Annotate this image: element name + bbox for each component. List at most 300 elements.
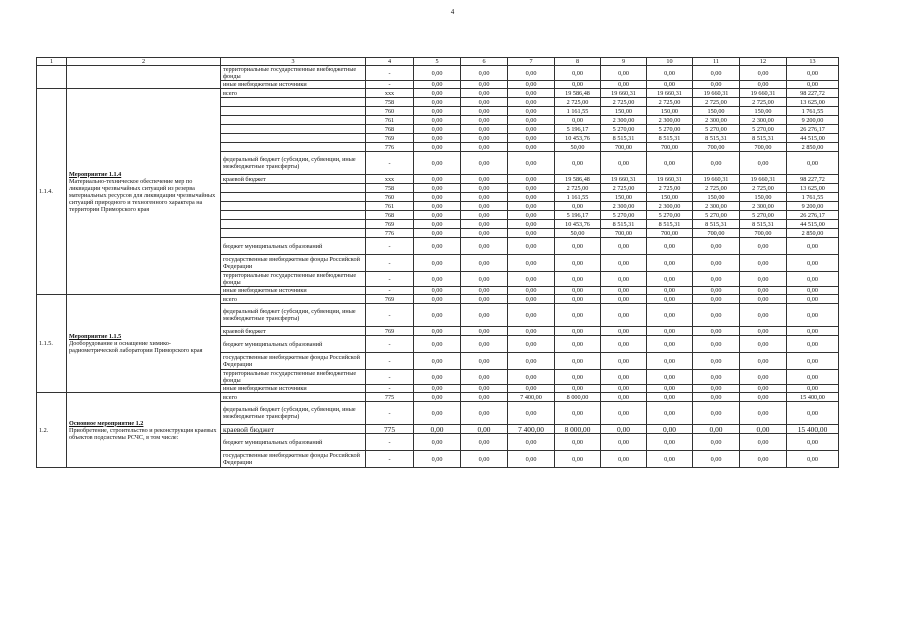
value-cell: 0,00 (693, 255, 740, 272)
value-cell: 0,00 (647, 434, 693, 451)
value-cell: 0,00 (414, 451, 461, 468)
value-cell: 0,00 (693, 451, 740, 468)
value-cell: 0,00 (555, 370, 601, 385)
funding-source (221, 202, 366, 211)
value-cell: 0,00 (787, 402, 839, 425)
funding-source: территориальные государственные внебюджетные фонды (221, 272, 366, 287)
table-row (37, 295, 839, 304)
value-cell: 0,00 (414, 81, 461, 89)
value-cell: 0,00 (508, 116, 555, 125)
value-cell: 700,00 (693, 229, 740, 238)
value-cell: 50,00 (555, 143, 601, 152)
value-cell: 0,00 (787, 385, 839, 393)
value-cell: 0,00 (740, 304, 787, 327)
budget-code: - (366, 370, 414, 385)
value-cell: 0,00 (414, 184, 461, 193)
value-cell: 1 761,55 (787, 107, 839, 116)
value-cell: 0,00 (647, 238, 693, 255)
value-cell: 0,00 (740, 451, 787, 468)
value-cell: 2 725,00 (740, 98, 787, 107)
value-cell: 150,00 (740, 107, 787, 116)
value-cell: 0,00 (555, 353, 601, 370)
value-cell: 0,00 (647, 295, 693, 304)
header-cell: 2 (67, 58, 221, 66)
value-cell: 0,00 (461, 107, 508, 116)
value-cell: 0,00 (508, 295, 555, 304)
value-cell: 0,00 (414, 353, 461, 370)
value-cell: 0,00 (461, 220, 508, 229)
value-cell: 0,00 (461, 211, 508, 220)
funding-source (221, 184, 366, 193)
table-row (37, 393, 839, 402)
measure-subtitle: Дооборудование и оснащение химико-радиометрической лаборатории Приморского края (69, 340, 203, 354)
value-cell: 0,00 (601, 238, 647, 255)
value-cell: 0,00 (647, 336, 693, 353)
funding-source: краевой бюджет (221, 175, 366, 184)
value-cell: 0,00 (740, 393, 787, 402)
value-cell: 2 725,00 (693, 184, 740, 193)
value-cell: 5 270,00 (647, 211, 693, 220)
funding-source (221, 107, 366, 116)
value-cell: 0,00 (414, 229, 461, 238)
value-cell: 0,00 (461, 125, 508, 134)
funding-source: краевой бюджет (221, 425, 366, 434)
budget-code: 769 (366, 220, 414, 229)
value-cell: 19 660,31 (693, 89, 740, 98)
value-cell: 2 300,00 (647, 202, 693, 211)
funding-source: государственные внебюджетные фонды Российской Федерации (221, 451, 366, 468)
value-cell: 7 400,00 (508, 393, 555, 402)
funding-source: всего (221, 393, 366, 402)
value-cell: 0,00 (647, 304, 693, 327)
funding-source: всего (221, 89, 366, 98)
value-cell: 7 400,00 (508, 425, 555, 434)
value-cell: 0,00 (693, 81, 740, 89)
value-cell: 0,00 (601, 385, 647, 393)
value-cell: 0,00 (508, 134, 555, 143)
measure-description (67, 393, 221, 468)
value-cell: 0,00 (461, 402, 508, 425)
value-cell: 0,00 (414, 287, 461, 295)
value-cell: 0,00 (787, 304, 839, 327)
value-cell: 0,00 (740, 238, 787, 255)
funding-source (221, 116, 366, 125)
value-cell: 2 725,00 (601, 98, 647, 107)
measure-description (67, 89, 221, 295)
value-cell: 0,00 (508, 272, 555, 287)
budget-code: 769 (366, 327, 414, 336)
value-cell: 5 270,00 (601, 125, 647, 134)
value-cell: 0,00 (414, 202, 461, 211)
value-cell: 0,00 (508, 98, 555, 107)
value-cell: 0,00 (461, 134, 508, 143)
value-cell: 0,00 (787, 370, 839, 385)
value-cell: 0,00 (647, 287, 693, 295)
value-cell: 19 660,31 (647, 89, 693, 98)
value-cell: 0,00 (555, 385, 601, 393)
value-cell: 5 196,17 (555, 211, 601, 220)
value-cell: 0,00 (693, 295, 740, 304)
budget-code: 768 (366, 211, 414, 220)
value-cell: 0,00 (601, 81, 647, 89)
value-cell: 15 400,00 (787, 393, 839, 402)
value-cell: 0,00 (461, 393, 508, 402)
value-cell: 0,00 (414, 425, 461, 434)
value-cell: 0,00 (647, 393, 693, 402)
value-cell: 19 660,31 (740, 89, 787, 98)
value-cell: 0,00 (555, 81, 601, 89)
value-cell: 0,00 (508, 220, 555, 229)
funding-source: иные внебюджетные источники (221, 385, 366, 393)
budget-code: - (366, 304, 414, 327)
budget-code: 760 (366, 107, 414, 116)
value-cell: 700,00 (740, 229, 787, 238)
value-cell: 700,00 (740, 143, 787, 152)
value-cell: 0,00 (601, 370, 647, 385)
value-cell: 0,00 (601, 66, 647, 81)
value-cell: 0,00 (787, 272, 839, 287)
value-cell: 5 270,00 (740, 125, 787, 134)
budget-code: - (366, 66, 414, 81)
value-cell: 0,00 (787, 295, 839, 304)
budget-code: - (366, 451, 414, 468)
value-cell: 0,00 (508, 451, 555, 468)
value-cell: 98 227,72 (787, 175, 839, 184)
funding-source: территориальные государственные внебюджетные фонды (221, 66, 366, 81)
value-cell: 0,00 (508, 434, 555, 451)
value-cell: 10 453,76 (555, 134, 601, 143)
value-cell: 0,00 (555, 238, 601, 255)
value-cell: 0,00 (693, 287, 740, 295)
funding-source: федеральный бюджет (субсидии, субвенции, иные межбюджетные трансферты) (221, 402, 366, 425)
measure-subtitle: Материально-техническое обеспечение мер по ликвидации чрезвычайных ситуаций из резерва материальных ресурсов для ликвидации чрезвычайных ситуаций природного и техногенного характера на территории Приморского края (69, 177, 216, 213)
value-cell: 0,00 (414, 295, 461, 304)
value-cell: 150,00 (647, 107, 693, 116)
value-cell: 0,00 (555, 336, 601, 353)
value-cell: 0,00 (601, 336, 647, 353)
measure-subtitle: Приобретение, строительство и реконструкция краевых объектов подсистемы РСЧС, в том числе: (69, 426, 217, 441)
value-cell: 0,00 (508, 152, 555, 175)
value-cell: 0,00 (601, 327, 647, 336)
value-cell: 0,00 (601, 304, 647, 327)
value-cell: 0,00 (647, 152, 693, 175)
value-cell: 0,00 (693, 336, 740, 353)
funding-source: федеральный бюджет (субсидии, субвенции, иные межбюджетные трансферты) (221, 152, 366, 175)
value-cell: 0,00 (647, 272, 693, 287)
value-cell: 700,00 (647, 143, 693, 152)
budget-code: 775 (366, 425, 414, 434)
value-cell: 0,00 (693, 385, 740, 393)
value-cell: 0,00 (508, 202, 555, 211)
value-cell: 0,00 (693, 434, 740, 451)
value-cell: 0,00 (693, 238, 740, 255)
value-cell: 0,00 (414, 143, 461, 152)
value-cell: 0,00 (647, 327, 693, 336)
value-cell: 0,00 (555, 116, 601, 125)
header-row (37, 58, 839, 66)
row-number: 1.1.4. (37, 89, 67, 295)
row-number: 1.1.5. (37, 295, 67, 393)
value-cell: 0,00 (647, 385, 693, 393)
value-cell: 0,00 (461, 229, 508, 238)
value-cell: 0,00 (693, 327, 740, 336)
funding-source: государственные внебюджетные фонды Российской Федерации (221, 353, 366, 370)
value-cell: 0,00 (647, 370, 693, 385)
value-cell: 0,00 (461, 175, 508, 184)
value-cell: 8 000,00 (555, 393, 601, 402)
value-cell: 0,00 (508, 81, 555, 89)
value-cell: 19 660,31 (601, 175, 647, 184)
value-cell: 0,00 (787, 434, 839, 451)
value-cell: 0,00 (787, 327, 839, 336)
value-cell: 19 660,31 (601, 89, 647, 98)
funding-source: краевой бюджет (221, 327, 366, 336)
value-cell: 0,00 (461, 184, 508, 193)
value-cell: 8 515,31 (601, 134, 647, 143)
budget-code: - (366, 385, 414, 393)
value-cell: 0,00 (461, 98, 508, 107)
value-cell: 0,00 (601, 434, 647, 451)
value-cell: 0,00 (647, 402, 693, 425)
value-cell: 0,00 (601, 402, 647, 425)
budget-code: 761 (366, 202, 414, 211)
funding-source: бюджет муниципальных образований (221, 336, 366, 353)
value-cell: 0,00 (787, 451, 839, 468)
header-cell: 9 (601, 58, 647, 66)
value-cell: 0,00 (461, 370, 508, 385)
budget-code: 758 (366, 98, 414, 107)
value-cell: 0,00 (601, 255, 647, 272)
value-cell: 10 453,76 (555, 220, 601, 229)
value-cell: 0,00 (414, 89, 461, 98)
value-cell: 150,00 (693, 193, 740, 202)
value-cell: 8 000,00 (555, 425, 601, 434)
value-cell: 0,00 (414, 255, 461, 272)
budget-code: - (366, 238, 414, 255)
funding-source: федеральный бюджет (субсидии, субвенции, иные межбюджетные трансферты) (221, 304, 366, 327)
value-cell: 150,00 (601, 193, 647, 202)
value-cell: 0,00 (601, 287, 647, 295)
budget-code: 769 (366, 295, 414, 304)
funding-source: бюджет муниципальных образований (221, 434, 366, 451)
value-cell: 2 725,00 (601, 184, 647, 193)
budget-code: 760 (366, 193, 414, 202)
value-cell: 98 227,72 (787, 89, 839, 98)
value-cell: 26 276,17 (787, 211, 839, 220)
value-cell: 0,00 (414, 434, 461, 451)
value-cell: 0,00 (601, 152, 647, 175)
value-cell: 0,00 (461, 327, 508, 336)
value-cell: 150,00 (740, 193, 787, 202)
value-cell: 0,00 (740, 272, 787, 287)
budget-code: - (366, 152, 414, 175)
value-cell: 0,00 (508, 353, 555, 370)
funding-source: государственные внебюджетные фонды Российской Федерации (221, 255, 366, 272)
value-cell: 0,00 (555, 255, 601, 272)
value-cell: 0,00 (787, 255, 839, 272)
value-cell: 5 270,00 (601, 211, 647, 220)
value-cell: 26 276,17 (787, 125, 839, 134)
value-cell: 0,00 (693, 152, 740, 175)
value-cell: 2 725,00 (693, 98, 740, 107)
value-cell: 0,00 (414, 402, 461, 425)
header-cell: 8 (555, 58, 601, 66)
value-cell: 0,00 (461, 353, 508, 370)
value-cell: 0,00 (693, 304, 740, 327)
value-cell: 0,00 (555, 202, 601, 211)
funding-source (221, 134, 366, 143)
value-cell: 8 515,31 (601, 220, 647, 229)
value-cell: 2 300,00 (740, 202, 787, 211)
value-cell: 1 161,55 (555, 107, 601, 116)
value-cell: 0,00 (508, 255, 555, 272)
header-cell: 10 (647, 58, 693, 66)
value-cell: 0,00 (414, 327, 461, 336)
value-cell: 0,00 (693, 353, 740, 370)
value-cell: 0,00 (601, 295, 647, 304)
value-cell: 0,00 (414, 125, 461, 134)
value-cell: 2 300,00 (693, 202, 740, 211)
value-cell: 0,00 (787, 81, 839, 89)
value-cell: 0,00 (647, 66, 693, 81)
value-cell: 0,00 (555, 152, 601, 175)
value-cell: 0,00 (414, 393, 461, 402)
value-cell: 0,00 (461, 287, 508, 295)
value-cell: 0,00 (508, 229, 555, 238)
value-cell: 1 761,55 (787, 193, 839, 202)
value-cell: 0,00 (693, 66, 740, 81)
value-cell: 0,00 (508, 370, 555, 385)
value-cell: 0,00 (508, 238, 555, 255)
value-cell: 2 300,00 (740, 116, 787, 125)
measure-title: Мероприятие 1.1.5 (69, 333, 122, 340)
value-cell: 0,00 (601, 425, 647, 434)
value-cell: 2 725,00 (647, 184, 693, 193)
value-cell: 0,00 (740, 66, 787, 81)
value-cell: 0,00 (647, 353, 693, 370)
value-cell: 1 161,55 (555, 193, 601, 202)
value-cell: 0,00 (508, 402, 555, 425)
value-cell: 700,00 (693, 143, 740, 152)
header-cell: 4 (366, 58, 414, 66)
value-cell: 0,00 (414, 211, 461, 220)
value-cell: 0,00 (508, 193, 555, 202)
value-cell: 0,00 (740, 255, 787, 272)
funding-source (221, 143, 366, 152)
value-cell: 2 300,00 (601, 116, 647, 125)
value-cell: 0,00 (414, 220, 461, 229)
value-cell: 700,00 (601, 143, 647, 152)
value-cell: 2 300,00 (647, 116, 693, 125)
value-cell: 2 725,00 (555, 98, 601, 107)
budget-code: ххх (366, 89, 414, 98)
measure-title: Мероприятие 1.1.4 (69, 170, 122, 178)
budget-code: - (366, 402, 414, 425)
value-cell: 0,00 (740, 287, 787, 295)
value-cell: 0,00 (461, 255, 508, 272)
value-cell: 50,00 (555, 229, 601, 238)
value-cell: 2 725,00 (740, 184, 787, 193)
header-cell: 13 (787, 58, 839, 66)
value-cell: 8 515,31 (740, 134, 787, 143)
value-cell: 0,00 (555, 295, 601, 304)
value-cell: 0,00 (461, 272, 508, 287)
value-cell: 0,00 (414, 116, 461, 125)
value-cell: 44 515,00 (787, 220, 839, 229)
value-cell: 0,00 (555, 66, 601, 81)
value-cell: 0,00 (508, 66, 555, 81)
funding-source (221, 211, 366, 220)
value-cell: 0,00 (647, 451, 693, 468)
value-cell: 0,00 (461, 238, 508, 255)
value-cell: 19 586,48 (555, 89, 601, 98)
value-cell: 8 515,31 (693, 134, 740, 143)
budget-code: 761 (366, 116, 414, 125)
value-cell: 0,00 (414, 98, 461, 107)
value-cell: 0,00 (555, 272, 601, 287)
value-cell: 9 200,00 (787, 202, 839, 211)
value-cell: 0,00 (787, 238, 839, 255)
value-cell: 19 660,31 (740, 175, 787, 184)
value-cell: 19 586,48 (555, 175, 601, 184)
value-cell: 0,00 (461, 336, 508, 353)
value-cell: 0,00 (740, 81, 787, 89)
funding-source (221, 229, 366, 238)
table-row (37, 66, 839, 81)
value-cell: 5 196,17 (555, 125, 601, 134)
value-cell: 0,00 (740, 336, 787, 353)
value-cell: 0,00 (508, 175, 555, 184)
funding-source: территориальные государственные внебюджетные фонды (221, 370, 366, 385)
value-cell: 0,00 (555, 434, 601, 451)
value-cell: 0,00 (461, 116, 508, 125)
value-cell: 5 270,00 (693, 125, 740, 134)
header-cell: 1 (37, 58, 67, 66)
value-cell: 0,00 (414, 272, 461, 287)
value-cell: 0,00 (461, 434, 508, 451)
value-cell: 0,00 (601, 451, 647, 468)
value-cell: 0,00 (461, 66, 508, 81)
value-cell: 13 625,00 (787, 184, 839, 193)
budget-code: 769 (366, 134, 414, 143)
funding-source: иные внебюджетные источники (221, 81, 366, 89)
value-cell: 8 515,31 (693, 220, 740, 229)
value-cell: 0,00 (740, 152, 787, 175)
value-cell: 0,00 (508, 89, 555, 98)
value-cell: 0,00 (740, 425, 787, 434)
value-cell: 9 200,00 (787, 116, 839, 125)
value-cell: 0,00 (601, 353, 647, 370)
value-cell: 0,00 (787, 336, 839, 353)
value-cell: 0,00 (414, 370, 461, 385)
value-cell: 0,00 (693, 272, 740, 287)
header-cell: 5 (414, 58, 461, 66)
value-cell: 0,00 (740, 385, 787, 393)
value-cell: 0,00 (787, 287, 839, 295)
budget-code: - (366, 336, 414, 353)
value-cell: 0,00 (508, 304, 555, 327)
funding-source: иные внебюджетные источники (221, 287, 366, 295)
value-cell: 2 850,00 (787, 229, 839, 238)
value-cell: 0,00 (740, 295, 787, 304)
value-cell: 0,00 (740, 327, 787, 336)
value-cell: 0,00 (693, 370, 740, 385)
value-cell: 0,00 (647, 255, 693, 272)
value-cell: 0,00 (740, 402, 787, 425)
value-cell: 0,00 (414, 193, 461, 202)
value-cell: 0,00 (508, 143, 555, 152)
value-cell: 0,00 (555, 451, 601, 468)
